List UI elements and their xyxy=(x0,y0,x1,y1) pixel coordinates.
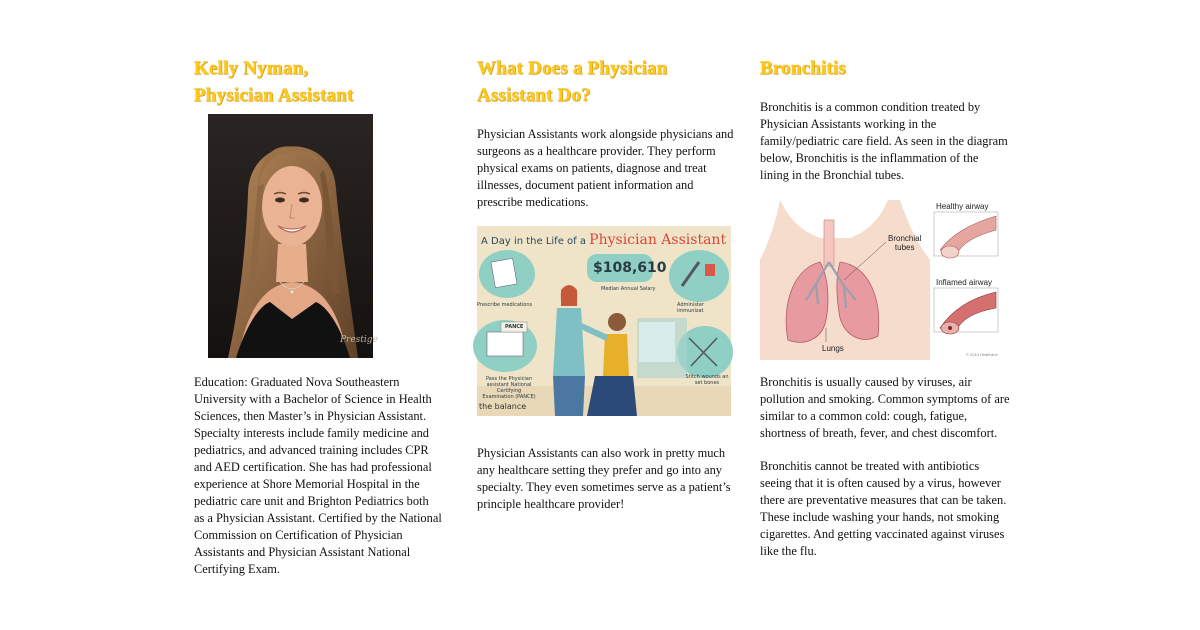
bronchial-label-line2: tubes xyxy=(894,243,915,252)
exam-label-line2: assistant National Certifying xyxy=(486,382,532,394)
portrait-illustration xyxy=(208,114,378,358)
bronchitis-intro: Bronchitis is a common condition treated by Physician Assistants working in the family/pediatric care field. As seen in the diagram below, Bronchitis is the inflammation of the lining in the Bronchial tubes. xyxy=(760,100,1008,182)
exam-label-line3: Examination (PANCE) xyxy=(482,394,536,400)
infographic-title-emphasis: Physician Assistant xyxy=(589,232,727,248)
role-heading xyxy=(477,55,668,109)
inflamed-airway-label: Inflamed airway xyxy=(936,278,993,287)
infographic-title-prefix: A Day in the Life of a xyxy=(481,236,586,247)
profile-heading xyxy=(194,55,354,109)
lungs-label: Lungs xyxy=(822,344,844,353)
role-heading-line1: What Does a Physician xyxy=(477,58,668,79)
bronchitis-heading-text: Bronchitis xyxy=(760,58,847,79)
diagram-copyright: © 2014 Healthline xyxy=(966,352,998,357)
photo-signature: Prestige xyxy=(340,335,378,345)
prescribe-label: Prescribe medications xyxy=(477,302,533,308)
bronchial-tubes-label xyxy=(888,234,921,252)
bronchitis-causes: Bronchitis is usually caused by viruses, air pollution and smoking. Common symptoms of are similar to a common cold: cough, fatigue, shortness of breath, fever, and chest discomfort. xyxy=(760,375,1010,440)
exam-label-line1: Pass the Physician xyxy=(486,376,532,382)
day-in-life-infographic xyxy=(477,226,731,416)
bronchitis-heading xyxy=(760,55,846,82)
profile-photo xyxy=(208,114,378,358)
profile-bio: Education: Graduated Nova Southeastern University with a Bachelor of Science in Health Sciences, then Master’s in Physician Assistant. Specialty interests include family medicine and pediatrics, and advanced training includes CPR and AED certification. She has had professional experience at Shore Memorial Hospital in the pediatric care unit and Brighton Pediatrics both as a Physician Assistant. Certified by the National Commission on Certification of Physician Assistants and Physician Assistant National Certifying Exam. xyxy=(194,375,442,576)
role-closing: Physician Assistants can also work in pretty much any healthcare setting they prefer and go into any specialty. They even sometimes serve as a patient’s principle healthcare provider! xyxy=(477,446,731,511)
bronchitis-diagram xyxy=(760,200,1010,360)
healthy-airway-label: Healthy airway xyxy=(936,202,989,211)
role-intro: Physician Assistants work alongside physicians and surgeons as a healthcare provider. They perform physical exams on patients, diagnose and treat illnesses, document patient information and prescribe medications. xyxy=(477,127,734,209)
profile-title: Physician Assistant xyxy=(194,85,354,106)
infographic-title xyxy=(481,232,726,248)
stitch-label-line2: set bones xyxy=(694,380,720,386)
stitch-label xyxy=(683,374,731,386)
exam-label xyxy=(477,376,541,400)
salary-value: $108,610 xyxy=(593,260,667,276)
bronchial-label-line1: Bronchial xyxy=(888,234,922,243)
brand-label: the balance xyxy=(479,402,527,411)
role-heading-line2: Assistant Do? xyxy=(477,85,591,106)
administer-label: Administer immunizat xyxy=(677,302,705,314)
pance-sign: PANCE xyxy=(505,324,524,330)
salary-label: Median Annual Salary xyxy=(601,286,656,292)
profile-name: Kelly Nyman, xyxy=(194,58,309,79)
bronchitis-treatment: Bronchitis cannot be treated with antibiotics seeing that it is often caused by a virus, however there are preventative measures that can be taken. These include washing your hands, not smoking cigarettes. And getting vaccinated against viruses like the flu. xyxy=(760,459,1007,558)
stitch-label-line1: Stitch wounds an xyxy=(685,374,729,380)
